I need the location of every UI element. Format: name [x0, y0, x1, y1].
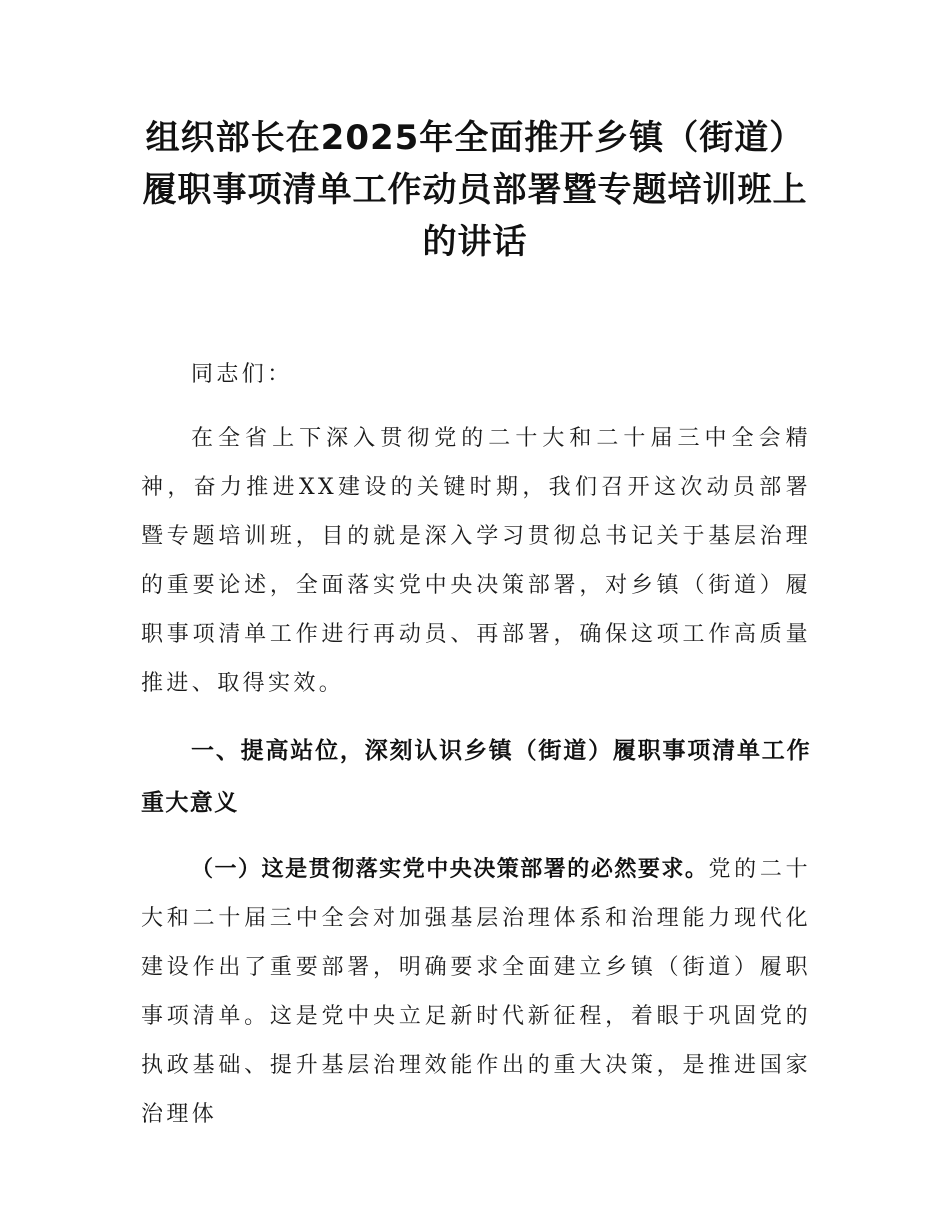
paragraph-intro: 在全省上下深入贯彻党的二十大和二十届三中全会精神，奋力推进XX建设的关键时期，我们召开这次动员部署暨专题培训班，目的就是深入学习贯彻总书记关于基层治理的重要论述，全面落实党中央决策部署，对乡镇（街道）履职事项清单工作进行再动员、再部署，确保这项工作高质量推进、取得实效。: [141, 426, 811, 696]
section-heading-1: 一、提高站位，深刻认识乡镇（街道）履职事项清单工作重大意义: [141, 738, 811, 816]
document-title: 组织部长在2025年全面推开乡镇（街道）履职事项清单工作动员部署暨专题培训班上的讲话: [142, 118, 808, 262]
subsection-text-1: 党的二十大和二十届三中全会对加强基层治理体系和治理能力现代化建设作出了重要部署，明确要求全面建立乡镇（街道）履职事项清单。这是党中央立足新时代新征程，着眼于巩固党的执政基础、提升基层治理效能作出的重大决策，是推进国家治理体: [141, 857, 811, 1127]
paragraph-subsection-1: [141, 845, 811, 1139]
greeting: 同志们：: [191, 362, 293, 387]
subsection-lead-1: （一）这是贯彻落实党中央决策部署的必然要求。: [191, 857, 709, 882]
